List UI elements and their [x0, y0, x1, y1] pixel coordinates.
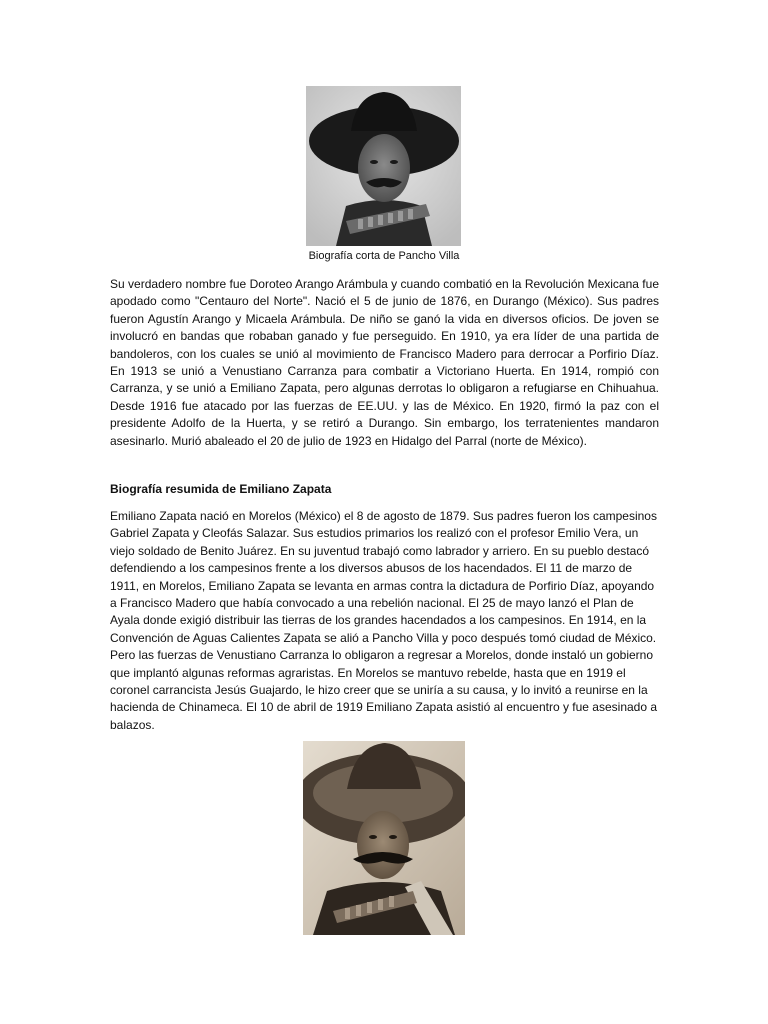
emiliano-zapata-biography: Emiliano Zapata nació en Morelos (México) el 8 de agosto de 1879. Sus padres fueron los campesinos Gabriel Zapata y Cleofás Salazar. Sus estudios primarios los realizó con el profesor Emilio Vera, un viejo soldado de Benito Juárez. En su juventud trabajó como labrador y arriero. En su pueblo destacó defendiendo a los campesinos frente a los diversos abusos de los hacendados. El 11 de marzo de 1911, en Morelos, Emiliano Zapata se levanta en armas contra la dictadura de Porfirio Díaz, apoyando a Francisco Madero que había convocado a una rebelión nacional. El 25 de mayo lanzó el Plan de Ayala donde exigió distribuir las tierras de los grandes hacendados a los campesinos. En 1914, en la Convención de Aguas Calientes Zapata se alió a Pancho Villa y poco después tomó ciudad de México. Pero las fuerzas de Venustiano Carranza lo obligaron a regresar a Morelos, donde instaló un gobierno que implantó algunas reformas agraristas. En Morelos se mantuvo rebelde, hasta que en 1919 el coronel carrancista Jesús Guajardo, le hizo creer que se uniría a su causa, y lo invitó a reunirse en la hacienda de Chinameca. El 10 de abril de 1919 Emiliano Zapata asistió al encuentro y fue asesinado a balazos.	[110, 509, 658, 732]
pancho-villa-biography: Su verdadero nombre fue Doroteo Arango Arámbula y cuando combatió en la Revolución Mexicana fue apodado como "Centauro del Norte". Nació el 5 de junio de 1876, en Durango (México). Sus padres fueron Agustín Arango y Micaela Arámbula. De niño se ganó la vida en diversos oficios. De joven se involucró en bandas que robaban ganado y fue perseguido. En 1910, ya era líder de una partida de bandoleros, con los cuales se unió al movimiento de Francisco Madero para derrocar a Porfirio Díaz. En 1913 se unió a Venustiano Carranza para combatir a Victoriano Huerta. En 1914, rompió con Carranza, y se unió a Emiliano Zapata, pero algunas derrotas lo obligaron a refugiarse en Chihuahua. Desde 1916 fue atacado por las fuerzas de EE.UU. y las de México. En 1920, firmó la paz con el presidente Adolfo de la Huerta, y se retiró a Durango. Sin embargo, los terratenientes mandaron asesinarlo. Murió abaleado el 20 de julio de 1923 en Hidalgo del Parral (norte de México).	[110, 277, 659, 448]
portrait-photo-icon	[303, 741, 465, 935]
portrait-photo-icon	[306, 86, 461, 246]
emiliano-zapata-portrait	[303, 741, 465, 935]
pancho-villa-portrait	[306, 86, 461, 246]
zapata-section-heading: Biografía resumida de Emiliano Zapata	[110, 482, 332, 496]
pancho-villa-caption: Biografía corta de Pancho Villa	[308, 250, 460, 262]
